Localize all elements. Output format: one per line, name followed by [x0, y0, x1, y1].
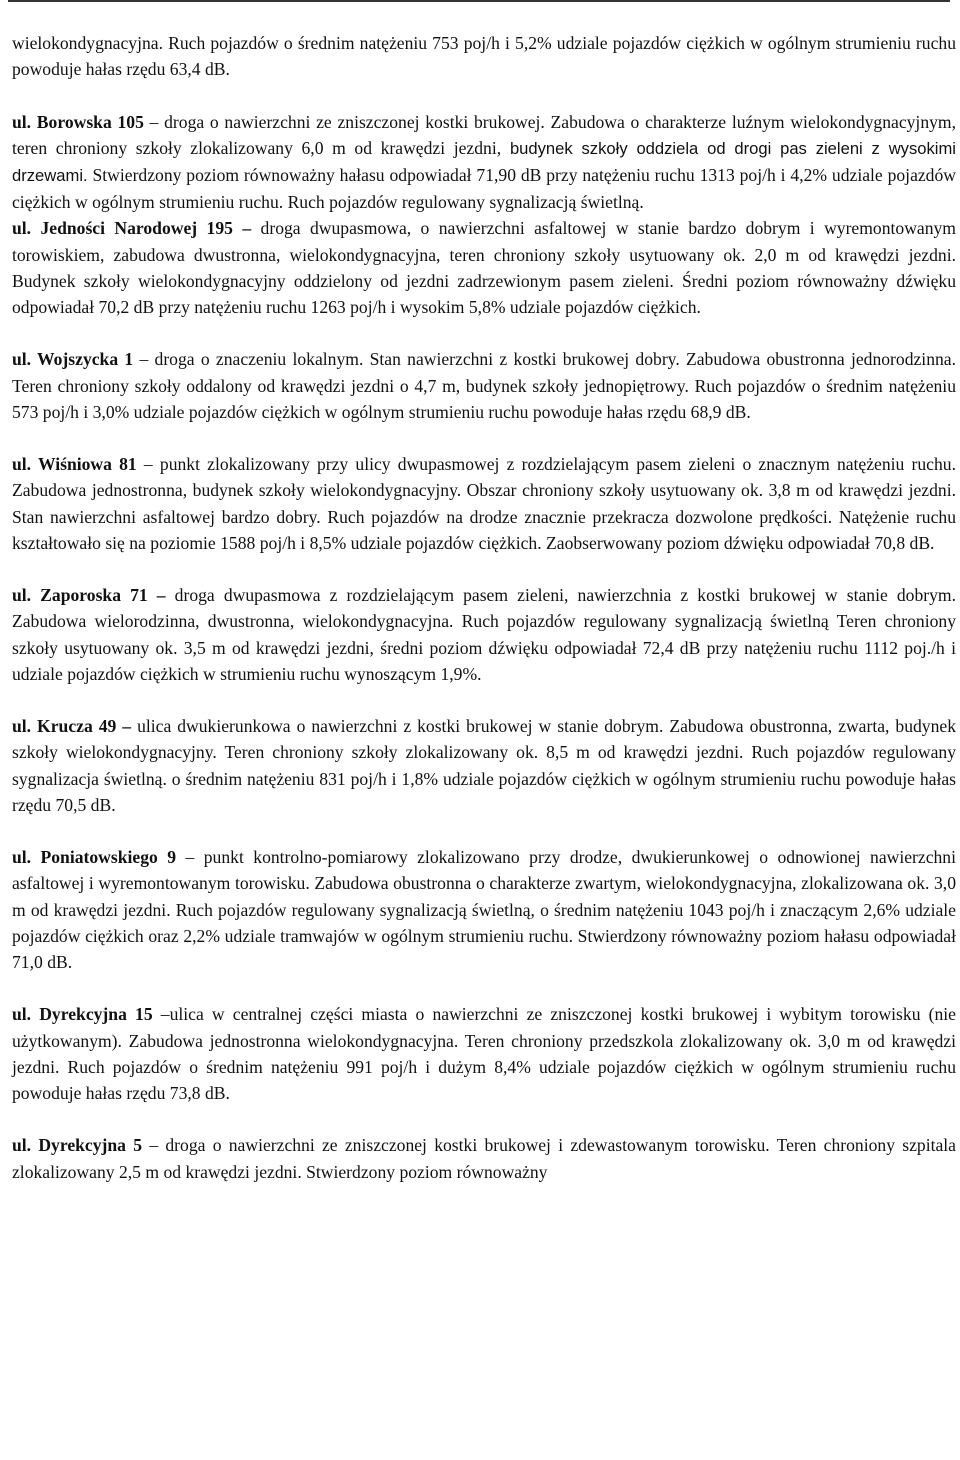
street-heading: ul. Wiśniowa 81: [12, 454, 137, 475]
paragraph-text: – droga o znaczeniu lokalnym. Stan nawierzchni z kostki brukowej dobry. Zabudowa obustronna jednorodzinna. Teren chroniony szkoły oddalony od krawędzi jezdni o 4,7 m, budynek szkoły jednopiętrowy. Ruch pojazdów o średnim natężeniu 573 poj/h i 3,0% udziale pojazdów ciężkich w ogólnym strumieniu ruchu powoduje hałas rzędu 68,9 dB.: [12, 349, 956, 422]
paragraph-zaporoska: [12, 582, 956, 687]
paragraph-wojszycka: [12, 346, 956, 425]
paragraph-text: – droga o nawierzchni ze zniszczonej kostki brukowej. Zabudowa o charakterze luźnym wielokondygnacyjnym, teren chroniony szkoły zlokalizowany 6,0 m od krawędzi jezdni,: [12, 111, 956, 158]
top-rule: [8, 0, 950, 2]
street-heading: ul. Poniatowskiego 9: [12, 847, 177, 868]
paragraph-text: droga dwupasmowa, o nawierzchni asfaltowej w stanie bardzo dobrym i wyremontowanym torowiskiem, zabudowa dwustronna, wielokondygnacyjna, teren chroniony szkoły usytuowany ok. 2,0 m od krawędzi jezdni. Budynek szkoły wielokondygnacyjny oddzielony od jezdni zadrzewionym pasem zieleni. Średni poziom równoważny dźwięku odpowiadał 70,2 dB przy natężeniu ruchu 1263 poj/h i wysokim 5,8% udziale pojazdów ciężkich.: [12, 218, 956, 318]
paragraph-text: droga dwupasmowa z rozdzielającym pasem zieleni, nawierzchnia z kostki brukowej w stanie dobrym. Zabudowa wielorodzinna, dwustronna, wielokondygnacyjna. Ruch pojazdów regulowany sygnalizacją świetlną Teren chroniony szkoły usytuowany ok. 3,5 m od krawędzi jezdni, średni poziom dźwięku odpowiadał 72,4 dB przy natężeniu ruchu 1112 poj./h i udziale pojazdów ciężkich w strumieniu ruchu wynoszącym 1,9%.: [12, 585, 956, 684]
paragraph-text: – punkt kontrolno-pomiarowy zlokalizowano przy drodze, dwukierunkowej o odnowionej nawierzchni asfaltowej i wyremontowanym torowisku. Zabudowa obustronna o charakterze zwartym, wielokondygnacyjna, zlokalizowana ok. 3,0 m od krawędzi jezdni. Ruch pojazdów regulowany sygnalizacją świetlną, o średnim natężeniu 1043 poj/h i znaczącym 2,6% udziale pojazdów ciężkich oraz 2,2% udziale tramwajów w ogólnym strumieniu ruchu. Stwierdzony równoważny poziom hałasu odpowiadał 71,0 dB.: [12, 847, 956, 973]
street-heading: ul. Jedności Narodowej 195 –: [12, 218, 252, 239]
paragraph-wisniowa: [12, 451, 956, 556]
paragraph-dyrekcyjna-15: [12, 1001, 956, 1106]
paragraph-text: wielokondygnacyjna. Ruch pojazdów o średnim natężeniu 753 poj/h i 5,2% udziale pojazdów ciężkich w ogólnym strumieniu ruchu powoduje hałas rzędu 63,4 dB.: [12, 33, 956, 80]
paragraph-text: ulica dwukierunkowa o nawierzchni z kostki brukowej w stanie dobrym. Zabudowa obustronna, zwarta, budynek szkoły wielokondygnacyjny. Teren chroniony szkoły zlokalizowany ok. 8,5 m od krawędzi jezdni. Ruch pojazdów regulowany sygnalizacja świetlną. o średnim natężeniu 831 poj/h i 1,8% udziale pojazdów ciężkich w ogólnym strumieniu ruchu powoduje hałas rzędu 70,5 dB.: [12, 716, 956, 815]
paragraph-text-sans: budynek szkoły oddziela od drogi pas zieleni z wysokimi drzewami.: [12, 138, 956, 185]
street-heading: ul. Zaporoska 71 –: [12, 585, 166, 606]
paragraph-jednosci-narodowej: [12, 215, 956, 320]
paragraph-intro: [12, 30, 956, 82]
paragraph-text: – droga o nawierzchni ze zniszczonej kostki brukowej i zdewastowanym torowisku. Teren chroniony szpitala zlokalizowany 2,5 m od krawędzi jezdni. Stwierdzony poziom równoważny: [12, 1135, 956, 1182]
document-body: [12, 30, 956, 1211]
paragraph-text: –ulica w centralnej części miasta o nawierzchni ze zniszczonej kostki brukowej i wybitym torowisku (nie użytkowanym). Zabudowa jednostronna wielokondygnacyjna. Teren chroniony przedszkola zlokalizowany ok. 3,0 m od krawędzi jezdni. Ruch pojazdów o średnim natężeniu 991 poj/h i dużym 8,4% udziale pojazdów ciężkich w ogólnym strumieniu ruchu powoduje hałas rzędu 73,8 dB.: [12, 1004, 956, 1104]
paragraph-dyrekcyjna-5: [12, 1132, 956, 1184]
paragraph-poniatowskiego: [12, 844, 956, 975]
street-heading: ul. Borowska 105: [12, 111, 144, 132]
street-heading: ul. Dyrekcyjna 15: [12, 1004, 153, 1025]
street-heading: ul. Wojszycka 1: [12, 349, 134, 370]
paragraph-text-tail: Stwierdzony poziom równoważny hałasu odpowiadał 71,90 dB przy natężeniu ruchu 1313 poj/h i 4,2% udziale pojazdów ciężkich w ogólnym strumieniu ruchu. Ruch pojazdów regulowany sygnalizacją świetlną.: [12, 165, 956, 213]
street-heading: ul. Krucza 49 –: [12, 716, 132, 737]
paragraph-text: – punkt zlokalizowany przy ulicy dwupasmowej z rozdzielającym pasem zieleni o znacznym natężeniu ruchu. Zabudowa jednostronna, budynek szkoły wielokondygnacyjny. Obszar chroniony szkoły usytuowany ok. 3,8 m od krawędzi jezdni. Stan nawierzchni asfaltowej bardzo dobry. Ruch pojazdów na drodze znacznie przekracza dozwolone prędkości. Natężenie ruchu kształtowało się na poziomie 1588 poj/h i 8,5% udziale pojazdów ciężkich. Zaobserwowany poziom dźwięku odpowiadał 70,8 dB.: [12, 454, 956, 553]
street-heading: ul. Dyrekcyjna 5: [12, 1135, 143, 1156]
paragraph-borowska: [12, 109, 956, 216]
paragraph-krucza: [12, 713, 956, 818]
